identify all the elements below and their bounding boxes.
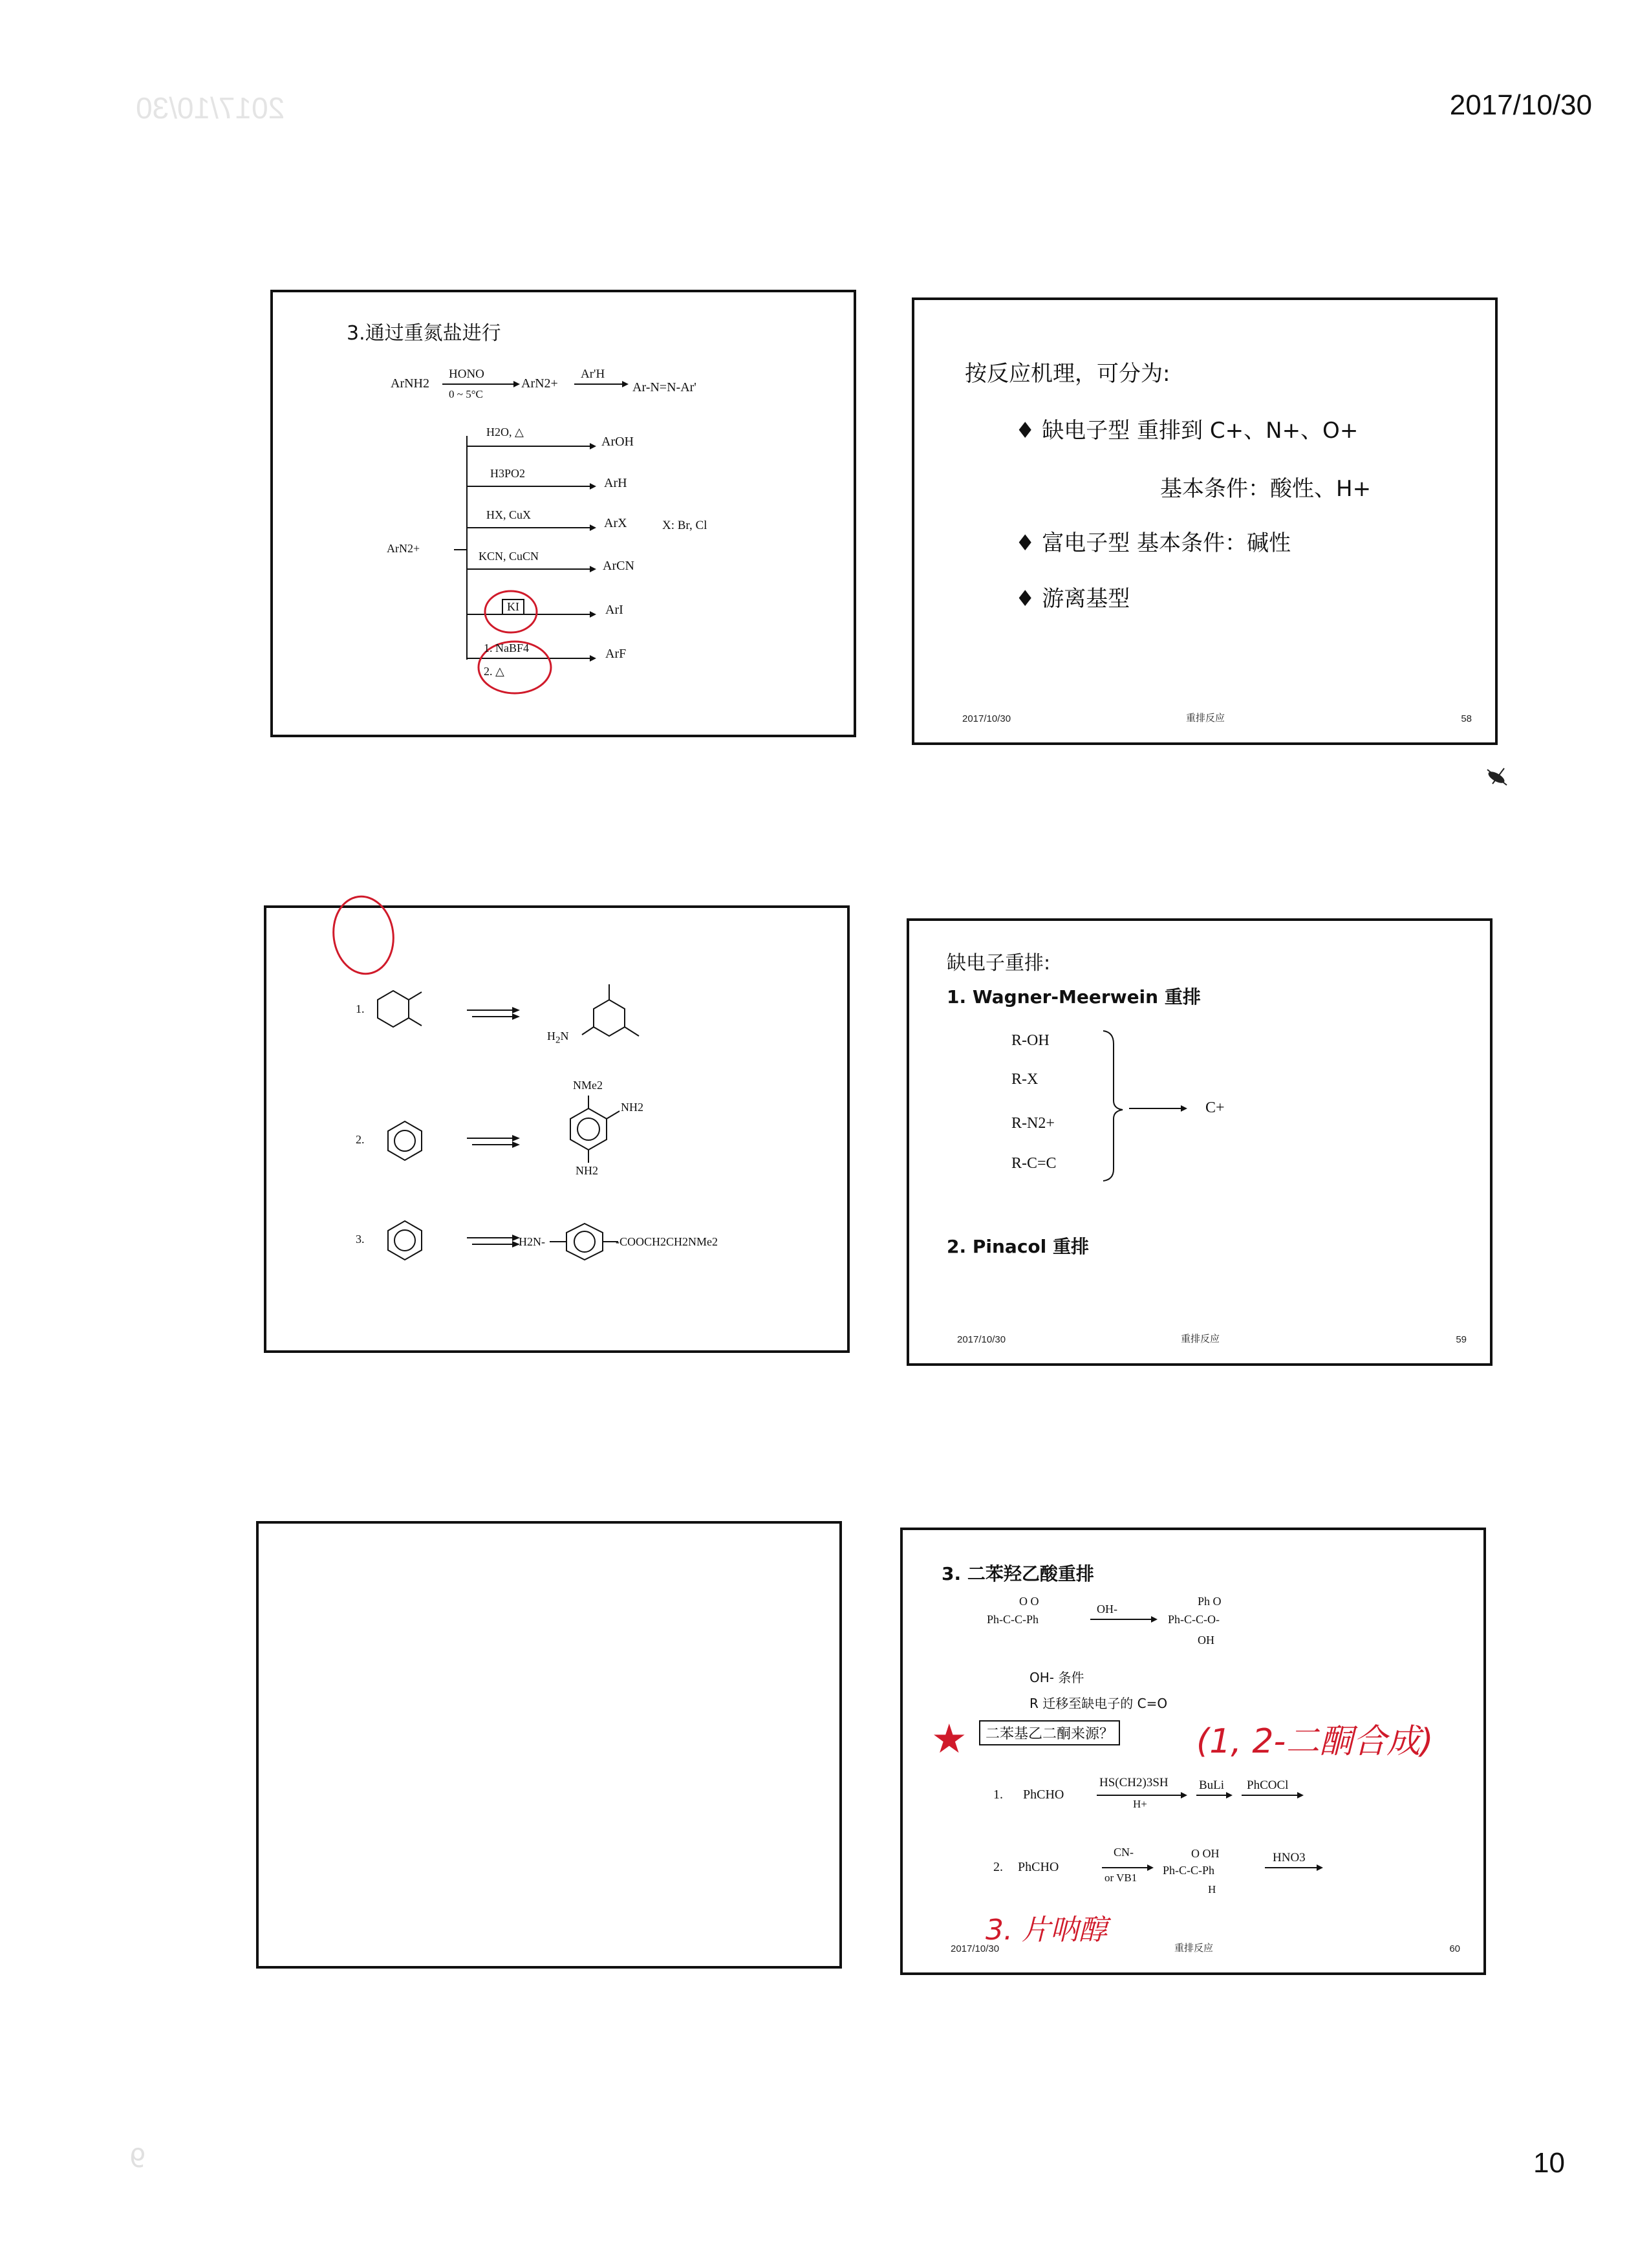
- note-oh-condition: OH- 条件: [1029, 1670, 1084, 1685]
- row-product-arcn: ArCN: [603, 559, 634, 573]
- route2-vb1: or VB1: [1105, 1872, 1137, 1884]
- footer-date: 2017/10/30: [951, 1943, 1000, 1954]
- bullet-sub-acid: 基本条件：酸性、H+: [1160, 476, 1372, 502]
- bullet-text: 游离基型: [1042, 586, 1130, 612]
- row-reagent-h3po2: H3PO2: [490, 467, 526, 480]
- boxed-question: 二苯基乙二酮来源？: [979, 1720, 1120, 1745]
- slide-chapter-title: [256, 1521, 842, 1969]
- route2-cn: CN-: [1114, 1846, 1134, 1859]
- footer-num: 58: [1461, 713, 1472, 724]
- item-wagner-meerwein: 1. Wagner-Meerwein 重排: [947, 986, 1201, 1008]
- footer-num: 60: [1449, 1943, 1460, 1954]
- bullet-text: 缺电子型 重排到 C+、N+、O+: [1042, 418, 1359, 444]
- route2-start: PhCHO: [1018, 1860, 1059, 1874]
- route1-start: PhCHO: [1023, 1787, 1064, 1802]
- route2-num: 2.: [993, 1860, 1003, 1874]
- row-reagent-heat: 2. △: [484, 665, 504, 678]
- item-1-amine: $H_2N$: [547, 1030, 569, 1046]
- bullet-radical: ♦ 游离基型: [1015, 586, 1130, 612]
- row-reagent-h2o: H2O, △: [486, 426, 524, 438]
- eq1-oo: O O: [1019, 1595, 1039, 1608]
- route1-buli: BuLi: [1199, 1778, 1225, 1792]
- route1-phcocl: PhCOCl: [1247, 1778, 1289, 1792]
- slide-title: 3.通过重氮盐进行: [347, 322, 501, 345]
- diazonium: ArN2+: [521, 376, 558, 391]
- slide-electron-deficient: [907, 918, 1493, 1366]
- header-date: 2017/10/30: [1449, 89, 1592, 121]
- eq1-pho: Ph O: [1198, 1595, 1222, 1608]
- insect-mark: [1474, 754, 1520, 799]
- group-roh: R-OH: [1011, 1032, 1050, 1049]
- group-rn2: R-N2+: [1011, 1115, 1055, 1132]
- row-product-ari: ArI: [605, 603, 623, 617]
- route1-num: 1.: [993, 1787, 1003, 1802]
- route1-reagent: HS(CH2)3SH: [1099, 1776, 1169, 1789]
- footer-date: 2017/10/30: [957, 1334, 1006, 1345]
- bullet-electron-rich: ♦ 富电子型 基本条件：碱性: [1015, 530, 1291, 556]
- footer-title: 重排反应: [1181, 1334, 1220, 1345]
- slide-intro: 按反应机理，可分为:: [965, 361, 1170, 387]
- item-pinacol: 2. Pinacol 重排: [947, 1236, 1089, 1257]
- slide-synthesis-problems: [264, 905, 850, 1353]
- group-rx: R-X: [1011, 1071, 1039, 1088]
- route2-o-oh: O OH: [1191, 1847, 1220, 1860]
- footer-title: 重排反应: [1174, 1943, 1214, 1954]
- row-product-arf: ArF: [605, 647, 627, 661]
- eq1-reagent: OH-: [1097, 1603, 1117, 1615]
- row-reagent-hx: HX, CuX: [486, 508, 532, 521]
- top-arrows: [273, 292, 855, 739]
- bullet-text: 富电子型 基本条件：碱性: [1042, 530, 1291, 556]
- reagent-hono: HONO: [449, 367, 484, 381]
- footer-date: 2017/10/30: [962, 713, 1011, 724]
- note-migration: R 迁移至缺电子的 C=O: [1029, 1696, 1168, 1711]
- row-reagent-kcn: KCN, CuCN: [479, 550, 539, 563]
- item-num-3: 3.: [356, 1233, 365, 1246]
- group-rcc: R-C=C: [1011, 1155, 1057, 1172]
- slide-title: 缺电子重排:: [947, 952, 1051, 975]
- brace-arrow: [909, 921, 1491, 1367]
- handwritten-diketone-note: (1, 2-二酮合成): [1196, 1722, 1434, 1761]
- row-product-arx: ArX: [604, 516, 627, 530]
- item-3-left: H2N-: [519, 1235, 545, 1248]
- ghost-page-number: 9: [129, 2144, 146, 2174]
- row-product-aroh: ArOH: [601, 435, 634, 449]
- synthesis-drawings: [266, 908, 848, 1354]
- eq1-left: Ph-C-C-Ph: [987, 1613, 1039, 1626]
- carbocation: C+: [1205, 1099, 1225, 1116]
- coupling-reagent: Ar'H: [581, 367, 605, 381]
- cond-temp: 0 ~ 5°C: [449, 388, 483, 400]
- footer-num: 59: [1456, 1334, 1467, 1345]
- branch-diazonium: ArN2+: [387, 542, 420, 555]
- item-3-right: -COOCH2CH2NMe2: [616, 1235, 718, 1248]
- item-num-2: 2.: [356, 1133, 365, 1146]
- eq1-oh: OH: [1198, 1634, 1214, 1647]
- page-number: 10: [1533, 2147, 1565, 2179]
- slide-diazonium: [270, 290, 856, 737]
- route1-cond: H+: [1133, 1798, 1147, 1810]
- start-amine: ArNH2: [391, 376, 429, 391]
- row-note-x: X: Br, Cl: [662, 519, 707, 532]
- row-product-arh: ArH: [604, 476, 627, 490]
- eq1-right: Ph-C-C-O-: [1168, 1613, 1220, 1626]
- item-2-nh2-bottom: NH2: [576, 1164, 598, 1177]
- ghost-header-date: 2017/10/30: [136, 91, 285, 125]
- slide-mechanism-types: [912, 297, 1498, 745]
- item-2-nh2-side: NH2: [621, 1101, 643, 1114]
- route2-hno3: HNO3: [1273, 1851, 1306, 1864]
- route2-h: H: [1208, 1883, 1216, 1895]
- row-reagent-ki: KI: [502, 599, 524, 615]
- route2-product: Ph-C-C-Ph: [1163, 1864, 1215, 1877]
- handwritten-pinacol-note: 3. 片呐醇: [986, 1914, 1107, 1947]
- bullet-electron-deficient: ♦ 缺电子型 重排到 C+、N+、O+: [1015, 418, 1359, 444]
- azo-product: Ar-N=N-Ar': [632, 380, 696, 394]
- item-num-1: 1.: [356, 1002, 365, 1015]
- slide-title: 3. 二苯羟乙酸重排: [942, 1563, 1094, 1584]
- item-2-nme2: NMe2: [573, 1079, 603, 1092]
- row-reagent-nabf4: 1. NaBF4: [484, 642, 530, 654]
- footer-title: 重排反应: [1186, 713, 1225, 724]
- handwritten-star: ★: [931, 1715, 967, 1762]
